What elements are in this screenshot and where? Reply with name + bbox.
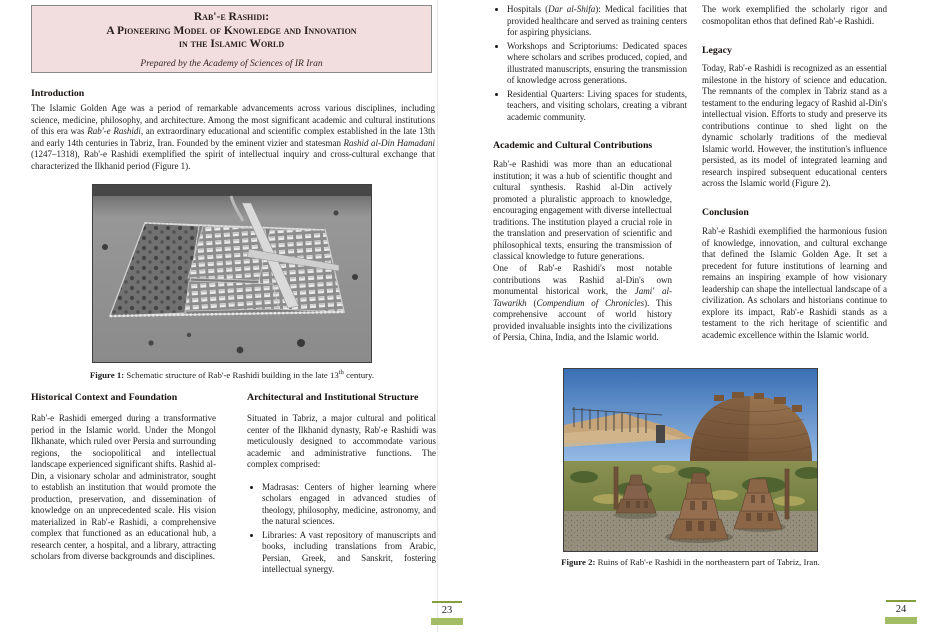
list-item: • Madrasas: Centers of higher learning where scholars engaged in advanced studies of theology, philosophy, medicine, astronomy, and the natural sciences. <box>262 482 436 528</box>
figure1-caption: Figure 1: Schematic structure of Rab'-e Rashidi building in the late 13th century. <box>89 369 375 380</box>
document-subtitle: Prepared by the Academy of Sciences of IR Iran <box>140 58 323 69</box>
work-paragraph: The work exemplified the scholarly rigor and cosmopolitan ethos that defined Rab'-e Rashidi. <box>702 4 887 26</box>
title-block <box>31 5 432 73</box>
page-seam-divider <box>437 0 438 632</box>
introduction-heading: Introduction <box>31 88 85 99</box>
figure2-caption: Figure 2: Ruins of Rab'-e Rashidi in the northeastern part of Tabriz, Iran. <box>561 557 820 567</box>
figure1-caption-label: Figure 1: <box>89 369 125 380</box>
historical-heading: Historical Context and Foundation <box>31 392 178 403</box>
figure2-image <box>563 368 818 552</box>
architectural-bullet-list <box>247 482 436 576</box>
page-marker-line <box>432 601 462 603</box>
document-title-line3: in the Islamic World <box>178 38 285 50</box>
legacy-paragraph: Today, Rab'-e Rashidi is recognized as an essential milestone in the history of science and education. The remnants of the complex in Tabriz stand as a testament to the enduring legacy of Rashid al-Din's intellectual vision. Efforts to study and preserve its contributions continue to shed light on the dynamic scholarly traditions of the medieval Islamic world. However, the institution's influence persisted, as its model of integrated learning and research inspired subsequent educational centers across the Islamic world (Figure 2). <box>702 63 887 188</box>
architectural-paragraph: Situated in Tabriz, a major cultural and political center of the Ilkhanid dynasty, Rab'-e Rashidi was meticulously designed to accommodate various academic and administrative functions. The complex comprised: <box>247 413 436 469</box>
page-marker-bar <box>431 618 463 625</box>
architectural-heading: Architectural and Institutional Structure <box>247 392 419 403</box>
document-title-line2: A Pioneering Model of Knowledge and Innovation <box>106 24 357 37</box>
historical-paragraph: Rab'-e Rashidi emerged during a transformative period in the Islamic world. Under the Mongol Ilkhanate, which ruled over Persia and surrounding regions, the sociopolitical and intellectual landscape experienced significant shifts. Rashid al-Din, a visionary scholar and administrator, sought to establish an institution that would promote the production, preservation, and dissemination of knowledge on an unprecedented scale. His vision materialized in Rab'-e Rashidi, a comprehensive complex that functioned as an educational hub, a research center, a hospital, and a library, attracting scholars from diverse backgrounds and disciplines. <box>31 413 216 561</box>
conclusion-heading: Conclusion <box>702 207 749 218</box>
academic-paragraph-2: One of Rab'-e Rashidi's most notable contributions was Rashid al-Din's own monumental historical work, the Jami' al-Tawarikh (Compendium of Chronicles). This comprehensive account of world history provided invaluable insights into the civilizations of Persia, China, India, and the Islamic world. <box>493 263 672 342</box>
introduction-paragraph: The Islamic Golden Age was a period of remarkable advancements across various disciplines, including science, medicine, philosophy, and architecture. Among the most significant academic and cultural institutions of this era was Rab'-e Rashidi, an extraordinary educational and scientific complex established in the late 13th and early 14th centuries in Tabriz, Iran. Founded by the eminent vizier and statesman Rashid al-Din Hamadani (1247–1318), Rab'-e Rashidi exemplified the spirit of intellectual inquiry and cross-cultural exchange that characterized the Ilkhanid period (Figure 1). <box>31 103 435 171</box>
page-marker-bar <box>885 617 917 624</box>
conclusion-paragraph: Rab'-e Rashidi exemplified the harmonious fusion of knowledge, innovation, and cultural exchange that defined the Islamic Golden Age. It set a precedent for future institutions of learning and remains an inspiring example of how visionary leadership can shape the intellectual landscape of a civilization. As scholars and historians continue to explore its impact, Rab'-e Rashidi stands as a testament to the rich heritage of scientific and academic excellence within the Islamic world. <box>702 226 887 340</box>
list-item: • Libraries: A vast repository of manuscripts and books, including translations from Arabic, Persian, Greek, and Sanskrit, fostering intellectual synergy. <box>262 530 436 576</box>
page-number-value: 23 <box>441 605 453 616</box>
page-number-24 <box>883 600 919 624</box>
page-number-23 <box>429 601 465 625</box>
architectural-column <box>247 413 436 578</box>
page-number-value: 24 <box>895 604 907 615</box>
academic-paragraph-1: Rab'-e Rashidi was more than an educational institution; it was a hub of scientific thought and cultural synthesis. Rashid al-Din actively promoted a pluralistic approach to knowledge, encouraging engagement with diverse intellectual traditions. The institution played a crucial role in the translation and preservation of scientific and philosophical texts, ensuring the transmission of classical knowledge to future generations. <box>493 159 672 261</box>
figure1-image <box>92 184 372 363</box>
legacy-heading: Legacy <box>702 45 732 56</box>
academic-heading: Academic and Cultural Contributions <box>493 140 653 151</box>
figure2-caption-label: Figure 2: <box>561 557 596 567</box>
list-item: • Residential Quarters: Living spaces for students, teachers, and visiting scholars, creating a vibrant academic community. <box>507 89 687 124</box>
page-marker-line <box>886 600 916 602</box>
list-item: • Workshops and Scriptoriums: Dedicated spaces where scholars and scribes produced, copied, and illustrated manuscripts, ensuring the transmission of knowledge across generations. <box>507 41 687 87</box>
document-title-line1: Rab'-e Rashidi: <box>193 11 270 23</box>
facilities-bullet-list <box>492 4 687 125</box>
list-item: • Hospitals (Dar al-Shifa): Medical facilities that provided healthcare and served as training centers for aspiring physicians. <box>507 4 687 39</box>
